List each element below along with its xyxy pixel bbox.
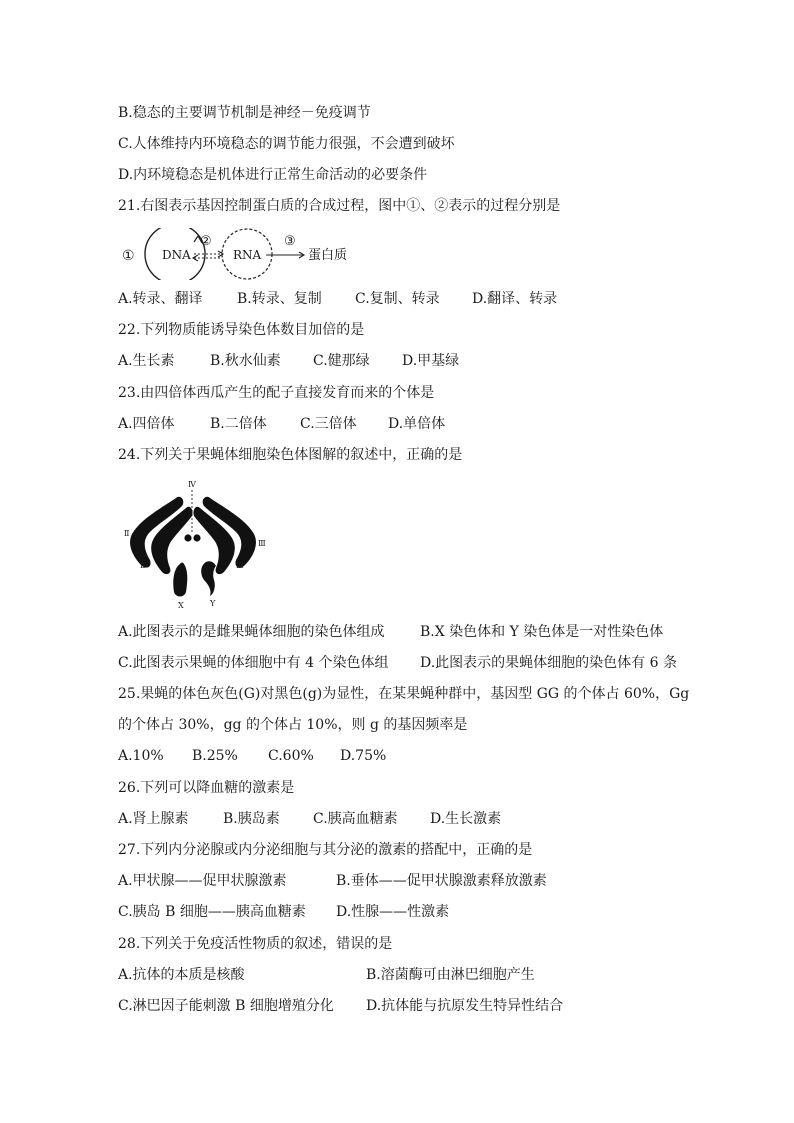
- q26-option-d: D.生长激素: [430, 811, 502, 827]
- q28-options-row2: [118, 997, 718, 1015]
- q21-option-a: A.转录、翻译: [118, 291, 203, 307]
- q24-label-x: X: [178, 601, 184, 610]
- q26-option-b: B.胰岛素: [223, 811, 280, 827]
- q24-option-d: D.此图表示的果蝇体细胞的染色体有 6 条: [420, 655, 677, 671]
- q24-label-iii-b: Ⅲ: [236, 561, 244, 570]
- q23-option-d: D.单倍体: [388, 416, 446, 432]
- q23-option-a: A.四倍体: [118, 416, 175, 432]
- q28-option-b: B.溶菌酶可由淋巴细胞产生: [366, 967, 535, 983]
- q26-options: [118, 810, 718, 828]
- q24-label-iii-a: Ⅲ: [258, 539, 266, 548]
- q20-option-c: C.人体维持内环境稳态的调节能力很强，不会遭到破坏: [118, 136, 455, 152]
- q21-options: [118, 290, 718, 308]
- q24-stem: 24.下列关于果蝇体细胞染色体图解的叙述中，正确的是: [118, 447, 463, 463]
- chromosome-iv-dot-a: [184, 534, 191, 541]
- q21-label-rna: RNA: [233, 248, 262, 262]
- q23-option-c: C.三倍体: [300, 416, 357, 432]
- q24-option-c: C.此图表示果蝇的体细胞中有 4 个染色体组: [118, 655, 389, 671]
- q22-stem: 22.下列物质能诱导染色体数目加倍的是: [118, 322, 365, 338]
- q21-label-arrow3: ③: [284, 234, 296, 249]
- q25-options: [118, 747, 718, 765]
- q28-option-c: C.淋巴因子能刺激 B 细胞增殖分化: [118, 998, 334, 1014]
- q21-stem: 21.右图表示基因控制蛋白质的合成过程，图中①、②表示的过程分别是: [118, 198, 561, 214]
- q28-stem: 28.下列关于免疫活性物质的叙述，错误的是: [118, 936, 393, 952]
- q24-option-a: A.此图表示的是雌果蝇体细胞的染色体组成: [118, 624, 385, 640]
- q22-option-d: D.甲基绿: [402, 353, 460, 369]
- q28-option-d: D.抗体能与抗原发生特异性结合: [366, 998, 564, 1014]
- q23-options: [118, 415, 718, 433]
- q25-option-d: D.75%: [340, 748, 387, 764]
- q20-option-d: D.内环境稳态是机体进行正常生命活动的必要条件: [118, 167, 428, 183]
- q26-option-c: C.胰高血糖素: [313, 811, 398, 827]
- q25-stem-line2: 的个体占 30%，gg 的个体占 10%，则 g 的基因频率是: [118, 717, 468, 733]
- q24-label-iv: Ⅳ: [188, 480, 196, 489]
- q28-options-row1: [118, 966, 718, 984]
- q24-options-row1: [118, 623, 718, 641]
- q27-options-row1: [118, 872, 718, 890]
- q24-options-row2: [118, 654, 718, 672]
- q24-karyotype-figure: [118, 476, 270, 612]
- q27-options-row2: [118, 903, 718, 921]
- q27-option-a: A.甲状腺——促甲状腺激素: [118, 873, 287, 889]
- q24-label-y: Y: [210, 599, 216, 608]
- q21-option-c: C.复制、转录: [355, 291, 440, 307]
- q27-option-c: C.胰岛 B 细胞——胰高血糖素: [118, 904, 306, 920]
- q28-option-a: A.抗体的本质是核酸: [118, 967, 245, 983]
- chromosome-x: [173, 563, 187, 597]
- q21-figure: [118, 228, 358, 280]
- q25-option-a: A.10%: [118, 748, 164, 764]
- q21-option-d: D.翻译、转录: [472, 291, 558, 307]
- q25-option-c: C.60%: [268, 748, 314, 764]
- q23-stem: 23.由四倍体西瓜产生的配子直接发育而来的个体是: [118, 385, 435, 401]
- q27-option-b: B.垂体——促甲状腺激素释放激素: [336, 873, 547, 889]
- q26-option-a: A.肾上腺素: [118, 811, 189, 827]
- q27-option-d: D.性腺——性激素: [336, 904, 450, 920]
- chromosome-iv-dot-b: [193, 534, 200, 541]
- q21-label-dna: DNA: [162, 248, 191, 262]
- q22-option-c: C.健那绿: [313, 353, 370, 369]
- q21-label-circle1: ①: [122, 248, 135, 264]
- q22-option-a: A.生长素: [118, 353, 175, 369]
- q24-label-ii-b: Ⅱ: [140, 561, 146, 570]
- q24-label-ii-a: Ⅱ: [124, 529, 130, 538]
- q20-option-b: B.稳态的主要调节机制是神经－免疫调节: [118, 105, 371, 121]
- q25-stem-line1: 25.果蝇的体色灰色(G)对黑色(g)为显性，在某果蝇种群中，基因型 GG 的个体占 60%，Gg: [118, 686, 690, 702]
- q22-option-b: B.秋水仙素: [210, 353, 281, 369]
- q25-option-b: B.25%: [192, 748, 238, 764]
- q26-stem: 26.下列可以降血糖的激素是: [118, 780, 295, 796]
- q24-option-b: B.X 染色体和 Y 染色体是一对性染色体: [420, 624, 664, 640]
- q23-option-b: B.二倍体: [210, 416, 267, 432]
- q22-options: [118, 352, 718, 370]
- q21-label-arrow2: ②: [200, 234, 212, 249]
- q21-option-b: B.转录、复制: [237, 291, 322, 307]
- q21-label-protein: 蛋白质: [308, 248, 348, 263]
- q27-stem: 27.下列内分泌腺或内分泌细胞与其分泌的激素的搭配中，正确的是: [118, 842, 533, 858]
- chromosome-y: [201, 561, 216, 596]
